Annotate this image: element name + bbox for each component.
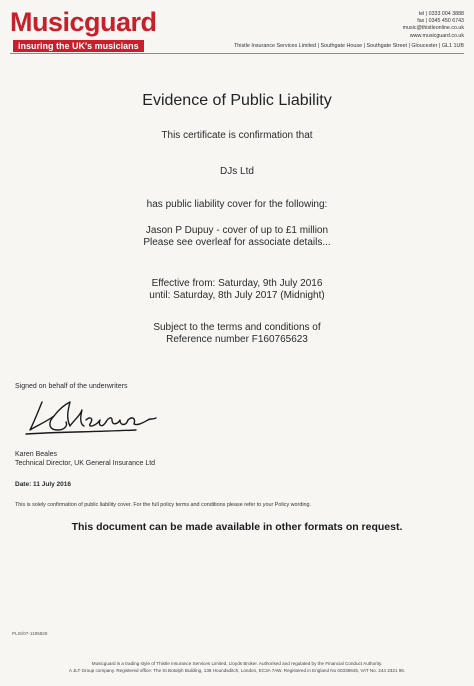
effective-until: until: Saturday, 8th July 2017 (Midnight) [149, 290, 325, 301]
terms-text: Subject to the terms and conditions of [153, 322, 321, 333]
brand-name: Musicguard [10, 7, 157, 37]
contact-block [403, 11, 464, 40]
footer-line-1: Musicguard is a trading style of Thistle Insurance Services Limited, Lloyds Broker. Authorised and regulated by the Financial Conduct Authority. [91, 661, 383, 666]
contact-web: www.musicguard.co.uk [409, 32, 464, 39]
signatory-name: Karen Beales [15, 451, 58, 458]
signed-on-behalf: Signed on behalf of the underwriters [15, 383, 128, 390]
issue-date: Date: 11 July 2016 [15, 481, 72, 488]
contact-email: music@thistleonline.co.uk [402, 25, 464, 32]
cover-detail: Jason P Dupuy - cover of up to £1 million [145, 225, 329, 236]
signature-image [24, 396, 164, 438]
document-ref-code: PLIS/07-1195829 [12, 631, 48, 636]
signatory-title: Technical Director, UK General Insurance Ltd [15, 460, 156, 467]
formats-notice: This document can be made available in other formats on request. [71, 521, 403, 533]
brand-tagline: insuring the UK's musicians [13, 40, 144, 52]
effective-from: Effective from: Saturday, 9th July 2016 [151, 278, 323, 289]
brand-logo [10, 8, 157, 54]
intro-text: This certificate is confirmation that [161, 130, 313, 141]
cover-intro: has public liability cover for the following: [146, 199, 328, 210]
reference-number: Reference number F160765623 [166, 334, 308, 345]
cover-note: Please see overleaf for associate details... [143, 237, 331, 248]
contact-tel: tel | 0333 004 3888 [418, 11, 464, 17]
header-divider [10, 53, 464, 54]
footer-line-2: A JLT Group company. Registered office: The St Botolph Building, 138 Houndsditch, London, EC3A 7AW. Registered in England No 00338645, VAT No. 244 2321 96. [68, 668, 406, 673]
contact-fax: fax | 0345 450 6743 [417, 18, 464, 25]
disclaimer-text: This is solely confirmation of public liability cover. For the full policy terms and conditions please refer to your Policy wording. [15, 502, 312, 508]
company-address: Thistle Insurance Services Limited | Southgate House | Southgate Street | Gloucester | GL1 1UB [233, 43, 464, 49]
insured-name: DJs Ltd [220, 166, 254, 177]
page-title: Evidence of Public Liability [142, 92, 332, 109]
